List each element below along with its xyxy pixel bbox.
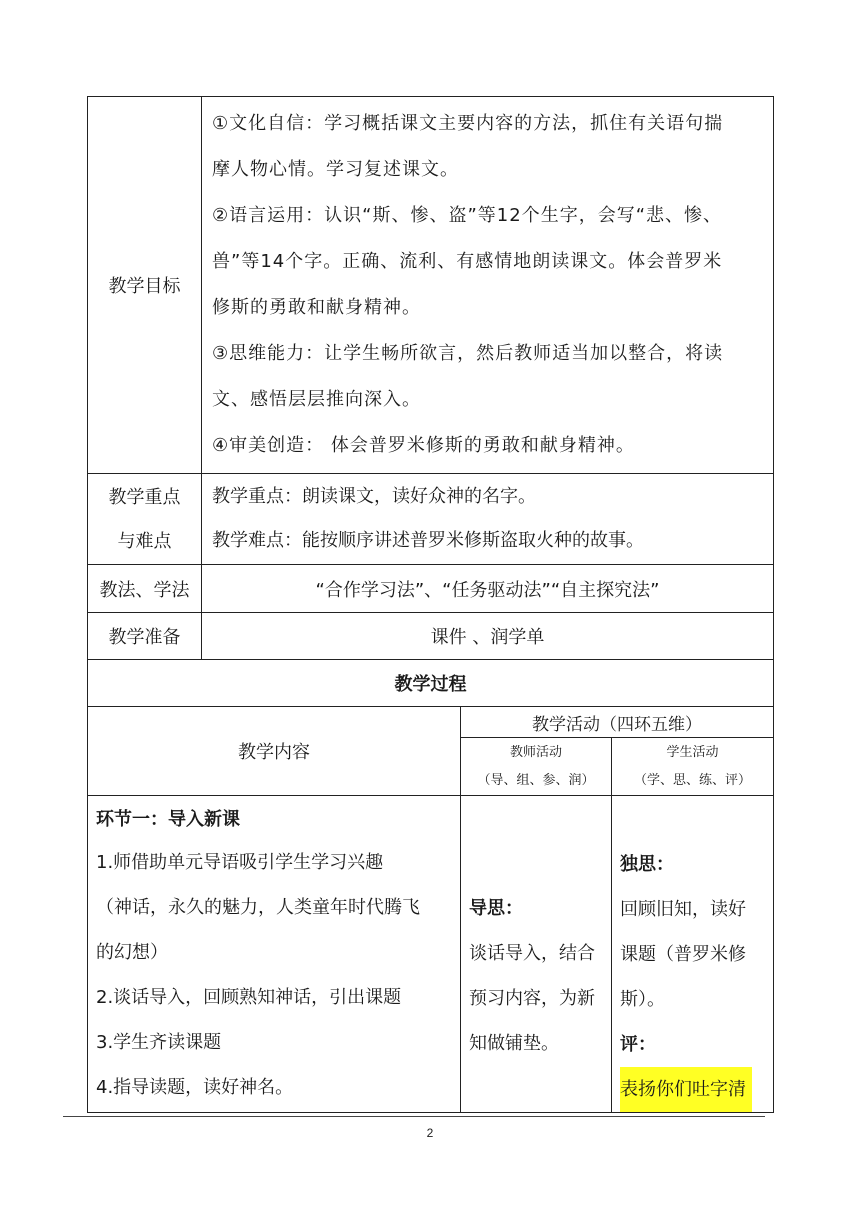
key-points-label-line2: 与难点 bbox=[117, 531, 172, 552]
evaluation-highlight: 表扬你们吐字清 bbox=[620, 1067, 752, 1112]
stage1-line: 的幻想） bbox=[96, 942, 168, 963]
stage1-line: 4.指导读题，读好神名。 bbox=[96, 1077, 294, 1098]
teacher-activity-title: 教师活动 bbox=[509, 744, 562, 760]
methods-value: “合作学习法”、“任务驱动法”“自主探究法” bbox=[202, 565, 774, 613]
process-title-row bbox=[88, 660, 774, 707]
student-activity-header bbox=[612, 738, 774, 796]
activity-header: 教学活动（四环五维） bbox=[461, 707, 774, 738]
student-activity-subtitle: （学、思、练、评） bbox=[634, 772, 752, 788]
methods-label: 教法、学法 bbox=[88, 565, 202, 613]
key-points-label bbox=[88, 474, 202, 565]
activity-header-row bbox=[88, 707, 774, 738]
stage1-line: 3.学生齐读课题 bbox=[96, 1032, 222, 1053]
key-points-label-line1: 教学重点 bbox=[108, 487, 181, 508]
teacher-activity-line: 谈话导入，结合 bbox=[469, 943, 595, 964]
difficulty-line: 教学难点：能按顺序讲述普罗米修斯盗取火种的故事。 bbox=[212, 530, 644, 551]
preparation-row bbox=[88, 613, 774, 660]
content-header: 教学内容 bbox=[88, 707, 461, 796]
objective-line: ④审美创造： 体会普罗米修斯的勇敢和献身精神。 bbox=[212, 435, 635, 456]
key-points-content bbox=[202, 474, 774, 565]
key-points-row bbox=[88, 474, 774, 565]
page-number: 2 bbox=[426, 1126, 434, 1140]
stage1-teacher-activity bbox=[461, 796, 612, 1113]
stage1-line: 1.师借助单元导语吸引学生学习兴趣 bbox=[96, 852, 384, 873]
teacher-activity-line: 预习内容，为新 bbox=[469, 988, 595, 1009]
preparation-label: 教学准备 bbox=[88, 613, 202, 660]
teacher-activity-line: 知做铺垫。 bbox=[469, 1033, 559, 1054]
objectives-row bbox=[88, 97, 774, 474]
student-activity-title: 独思： bbox=[620, 854, 674, 875]
evaluation-line bbox=[612, 1067, 773, 1112]
objectives-label: 教学目标 bbox=[88, 97, 202, 474]
student-activity-line: 回顾旧知，读好 bbox=[620, 899, 746, 920]
footer-divider bbox=[63, 1116, 765, 1117]
objective-line: 兽”等14个字。正确、流利、有感情地朗读课文。体会普罗米 bbox=[212, 251, 723, 272]
student-activity-line: 课题（普罗米修 bbox=[620, 944, 746, 965]
stage1-title: 环节一：导入新课 bbox=[96, 809, 240, 830]
methods-row bbox=[88, 565, 774, 613]
lesson-plan-table bbox=[87, 96, 774, 1113]
teacher-activity-header bbox=[461, 738, 612, 796]
stage1-content bbox=[88, 796, 461, 1113]
teacher-activity-subtitle: （导、组、参、润） bbox=[477, 772, 595, 788]
stage1-line: 2.谈话导入，回顾熟知神话，引出课题 bbox=[96, 987, 402, 1008]
evaluation-title: 评： bbox=[620, 1034, 656, 1055]
objective-line: ③思维能力：让学生畅所欲言，然后教师适当加以整合，将读 bbox=[212, 343, 724, 364]
stage1-row bbox=[88, 796, 774, 1113]
objective-line: 修斯的勇敢和献身精神。 bbox=[212, 297, 421, 318]
objective-line: ②语言运用：认识“斯、惨、盗”等12个生字，会写“悲、惨、 bbox=[212, 205, 723, 226]
preparation-value: 课件 、润学单 bbox=[202, 613, 774, 660]
objective-line: 文、感悟层层推向深入。 bbox=[212, 389, 421, 410]
stage1-line: （神话，永久的魅力，人类童年时代腾飞 bbox=[96, 897, 420, 918]
key-point-line: 教学重点：朗读课文，读好众神的名字。 bbox=[212, 486, 536, 507]
objective-line: ①文化自信：学习概括课文主要内容的方法，抓住有关语句揣 bbox=[212, 113, 724, 134]
student-activity-line: 斯）。 bbox=[620, 989, 665, 1010]
process-title: 教学过程 bbox=[88, 660, 774, 707]
teacher-activity-title: 导思： bbox=[469, 898, 523, 919]
objectives-content bbox=[202, 97, 774, 474]
objective-line: 摩人物心情。学习复述课文。 bbox=[212, 159, 459, 180]
student-activity-title: 学生活动 bbox=[666, 744, 719, 760]
stage1-student-activity bbox=[612, 796, 774, 1113]
